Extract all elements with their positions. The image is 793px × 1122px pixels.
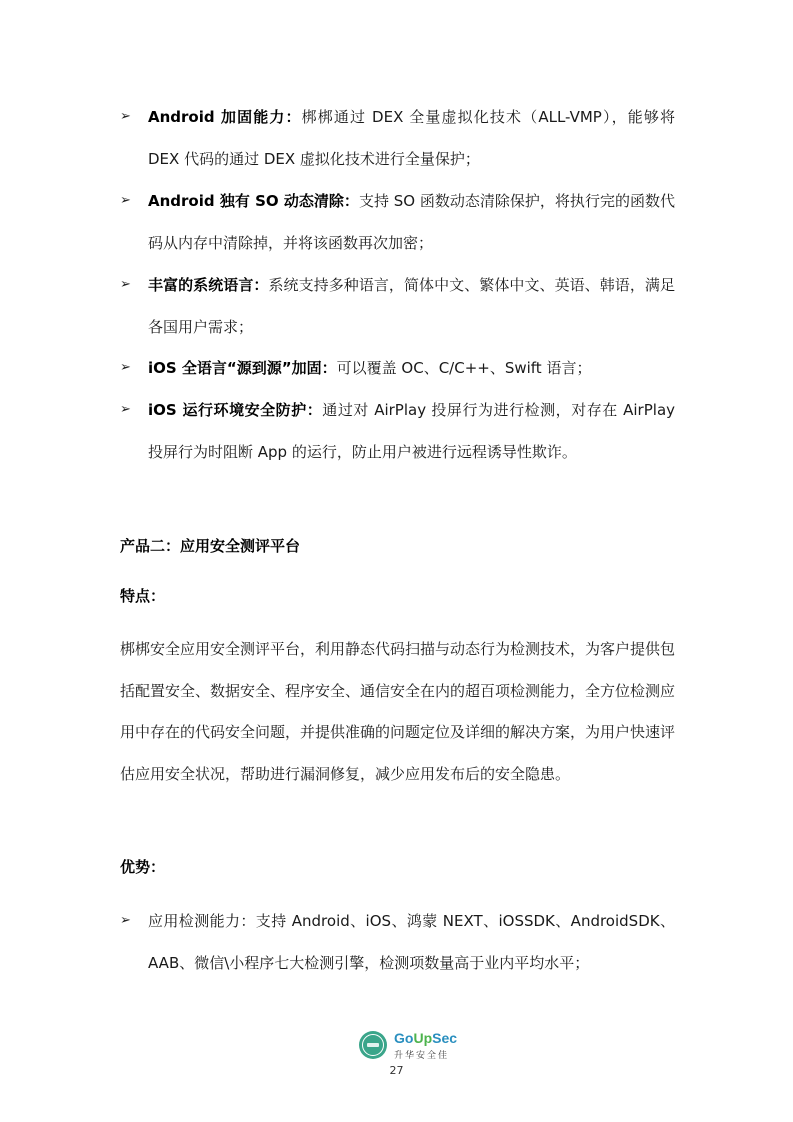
logo-subtitle: 升华安全佳 xyxy=(394,1051,450,1061)
bullet-item xyxy=(120,900,675,984)
bullet-text: 应用检测能力：支持 Android、iOS、鸿蒙 NEXT、iOSSDK、AndroidSDK、AAB、微信\小程序七大检测引擎，检测项数量高于业内平均水平； xyxy=(148,912,675,972)
logo-wordmark: GoUpSec xyxy=(394,1030,458,1046)
bullet-arrow-icon: ➢ xyxy=(120,402,131,417)
features-heading: 特点： xyxy=(120,587,166,605)
bullet-text: 梆梆通过 DEX 全量虚拟化技术（ALL-VMP），能够将 DEX 代码的通过 DEX 虚拟化技术进行全量保护； xyxy=(148,108,675,168)
page-number: 27 xyxy=(389,1064,404,1077)
section-title: 产品二：应用安全测评平台 xyxy=(120,537,301,555)
bullet-text: 可以覆盖 OC、C/C++、Swift 语言； xyxy=(336,359,592,377)
bullet-arrow-icon: ➢ xyxy=(120,913,131,928)
bullet-title: iOS 全语言“源到源”加固： xyxy=(148,359,337,377)
bullet-item xyxy=(120,264,675,348)
bullet-text: 支持 SO 函数动态清除保护，将执行完的函数代码从内存中清除掉，并将该函数再次加密； xyxy=(148,192,675,252)
bullet-arrow-icon: ➢ xyxy=(120,277,131,292)
page-footer xyxy=(0,1030,793,1110)
bullet-item xyxy=(120,347,675,389)
bullet-item xyxy=(120,389,675,473)
features-paragraph: 梆梆安全应用安全测评平台，利用静态代码扫描与动态行为检测技术，为客户提供包括配置安全、数据安全、程序安全、通信安全在内的超百项检测能力，全方位检测应用中存在的代码安全问题，并提供准确的问题定位及详细的解决方案，为用户快速评估应用安全状况，帮助进行漏洞修复，减少应用发布后的安全隐患。 xyxy=(120,640,676,783)
bullet-title: 丰富的系统语言： xyxy=(148,276,269,294)
bullet-title: Android 加固能力： xyxy=(148,108,302,126)
bullet-item xyxy=(120,96,675,180)
company-logo xyxy=(358,1030,458,1064)
logo-emblem-icon xyxy=(358,1030,388,1060)
bullet-text: 系统支持多种语言，简体中文、繁体中文、英语、韩语，满足各国用户需求； xyxy=(148,276,675,336)
bullet-arrow-icon: ➢ xyxy=(120,193,131,208)
bullet-text: 通过对 AirPlay 投屏行为进行检测，对存在 AirPlay 投屏行为时阻断 App 的运行，防止用户被进行远程诱导性欺诈。 xyxy=(148,401,676,461)
bullet-title: Android 独有 SO 动态清除： xyxy=(148,192,359,210)
bullet-item xyxy=(120,180,675,264)
bullet-title: iOS 运行环境安全防护： xyxy=(148,401,323,419)
advantages-heading: 优势： xyxy=(120,858,166,876)
bullet-arrow-icon: ➢ xyxy=(120,109,131,124)
bullet-arrow-icon: ➢ xyxy=(120,360,131,375)
